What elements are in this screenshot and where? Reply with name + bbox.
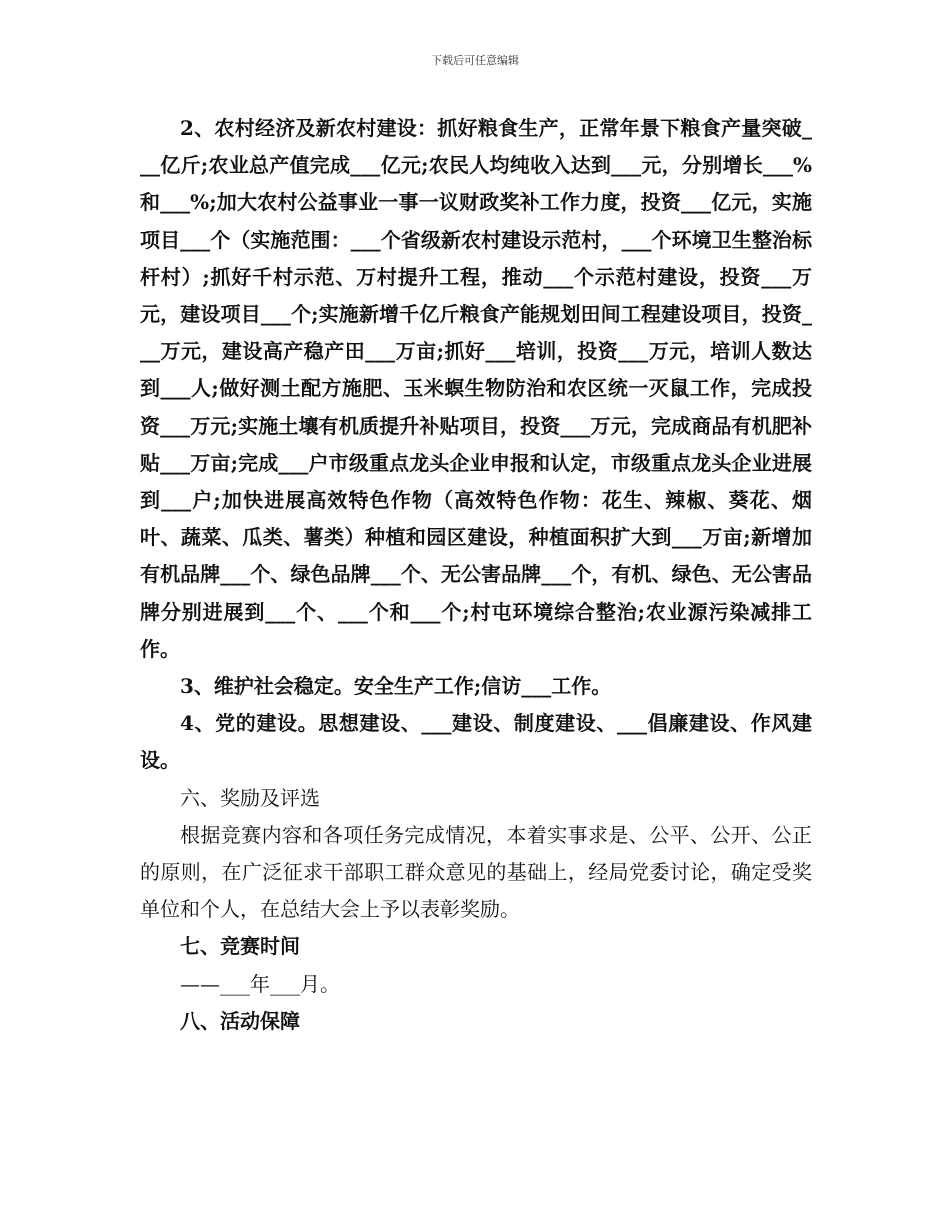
page-header: 下载后可任意编辑 — [431, 54, 519, 67]
paragraph-social-stability: 3、维护社会稳定。安全生产工作;信访___工作。 — [180, 674, 612, 699]
paragraph-awards-body: 根据竞赛内容和各项任务完成情况，本着实事求是、公平、公开、公正的原则，在广泛征求干部职工群众意见的基础上，经局党委讨论，确定受奖单位和个人，在总结大会上予以表彰奖励。 — [140, 822, 812, 922]
paragraph-party-building: 4、党的建设。思想建设、___建设、制度建设、___倡廉建设、作风建设。 — [140, 711, 812, 773]
document-body — [140, 110, 812, 1040]
section-heading-activity-support: 八、活动保障 — [180, 1008, 300, 1033]
paragraph-rural-economy: 2、农村经济及新农村建设：抓好粮食生产，正常年景下粮食产量突破___亿斤;农业总产值完成___亿元;农民人均纯收入达到___元，分别增长___%和___%;加大农村公益事业一事一议财政奖补工作力度，投资___亿元，实施项目___个（实施范围：___个省级新农村建设示范村，___个环境卫生整治标杆村）;抓好千村示范、万村提升工程，推动___个示范村建设，投资___万元，建设项目___个;实施新增千亿斤粮食产能规划田间工程建设项目，投资___万元，建设高产稳产田___万亩;抓好___培训，投资___万元，培训人数达到___人;做好测土配方施肥、玉米螟生物防治和农区统一灭鼠工作，完成投资___万元;实施土壤有机质提升补贴项目，投资___万元，完成商品有机肥补贴___万亩;完成___户市级重点龙头企业申报和认定，市级重点龙头企业进展到___户;加快进展高效特色作物（高效特色作物：花生、辣椒、葵花、烟叶、蔬菜、瓜类、薯类）种植和园区建设，种植面积扩大到___万亩;新增加有机品牌___个、绿色品牌___个、无公害品牌___个，有机、绿色、无公害品牌分别进展到___个、___个和___个;村屯环境综合整治;农业源污染减排工作。 — [140, 116, 812, 661]
paragraph-competition-time: ——___年___月。 — [180, 971, 340, 996]
section-heading-awards: 六、奖励及评选 — [180, 785, 320, 810]
section-heading-competition-time: 七、竞赛时间 — [180, 934, 300, 959]
